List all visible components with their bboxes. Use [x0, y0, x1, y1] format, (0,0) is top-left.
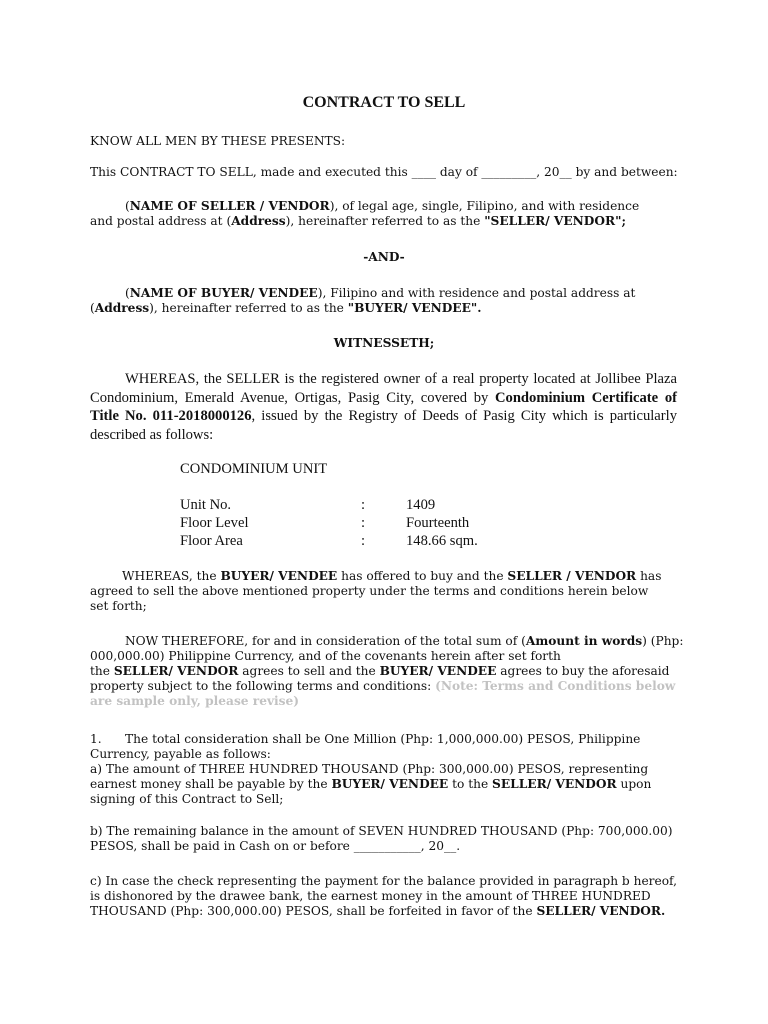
buyer-paragraph: (NAME OF BUYER/ VENDEE), Filipino and with residence and postal address at (Address), hereinafter referred to as the "BUYER/ VENDEE". — [90, 286, 636, 315]
know-all-line: KNOW ALL MEN BY THESE PRESENTS: — [90, 134, 346, 148]
buyer-name: NAME OF BUYER/ VENDEE — [129, 286, 318, 300]
certificate-title: Condominium Certificate of Title No. 011-2018000126 — [90, 389, 677, 424]
intro-line: This CONTRACT TO SELL, made and executed this ____ day of _________, 20__ by and between: — [90, 165, 678, 179]
unit-heading: CONDOMINIUM UNIT — [180, 461, 328, 477]
document-title: CONTRACT TO SELL — [302, 94, 466, 111]
payment-terms: 1. The total consideration shall be One Million (Php: 1,000,000.00) PESOS, Philippine Currency, payable as follows: a) The amount of THREE HUNDRED THOUSAND (Php: 300,000.00) PESOS, representing earnest money shall be payable by the BUYER/ VENDEE to the SELLER/ VENDOR upon signing of this Contract to Sell; — [90, 732, 652, 806]
unit-row: Unit No. : 1409 — [180, 497, 436, 513]
whereas-offer-paragraph: WHEREAS, the BUYER/ VENDEE has offered to buy and the SELLER / VENDOR has agreed to sell the above mentioned property under the terms and conditions herein below set forth; — [90, 569, 662, 613]
buyer-ref: "BUYER/ VENDEE". — [347, 301, 482, 315]
balance-term: b) The remaining balance in the amount of SEVEN HUNDRED THOUSAND (Php: 700,000.00) PESOS, shall be paid in Cash on or before ___________, 20__. — [90, 824, 673, 853]
and-separator: -AND- — [363, 250, 405, 264]
witnesseth-heading: WITNESSETH; — [333, 336, 435, 350]
whereas-property-paragraph: WHEREAS, the SELLER is the registered owner of a real property located at Jollibee Plaza Condominium, Emerald Avenue, Ortigas, Pasig City, covered by Condominium Certificate of Title No. 011-2018000126, issued by the Registry of Deeds of Pasig City which is particularly described as follows: — [90, 371, 677, 443]
unit-details-table — [0, 496, 768, 556]
sample-note: (Note: Terms and Conditions below are sample only, please revise) — [90, 679, 676, 708]
amount-in-words: Amount in words — [525, 634, 643, 648]
seller-address: Address — [231, 214, 286, 228]
unit-row: Floor Level : Fourteenth — [180, 515, 470, 531]
buyer-address: Address — [94, 301, 150, 315]
seller-paragraph: (NAME OF SELLER / VENDOR), of legal age, single, Filipino, and with residence and postal address at (Address), hereinafter referred to as the "SELLER/ VENDOR"; — [90, 199, 640, 228]
now-therefore-paragraph: NOW THEREFORE, for and in consideration of the total sum of (Amount in words) (Php: 000,000.00) Philippine Currency, and of the covenants herein after set forth the SELLER/ VENDOR agrees to sell and the BUYER/ VENDEE agrees to buy the aforesaid property subject to the following terms and conditions: (Note: Terms and Conditions below are sample only, please revise) — [90, 634, 684, 708]
dishonored-check-term: c) In case the check representing the payment for the balance provided in paragraph b hereof, is dishonored by the drawee bank, the earnest money in the amount of THREE HUNDRED THOUSAND (Php: 300,000.00) PESOS, shall be forfeited in favor of the SELLER/ VENDOR. — [90, 874, 677, 918]
seller-name: NAME OF SELLER / VENDOR — [129, 199, 330, 213]
seller-ref: "SELLER/ VENDOR"; — [484, 214, 626, 228]
unit-row: Floor Area : 148.66 sqm. — [180, 533, 478, 549]
